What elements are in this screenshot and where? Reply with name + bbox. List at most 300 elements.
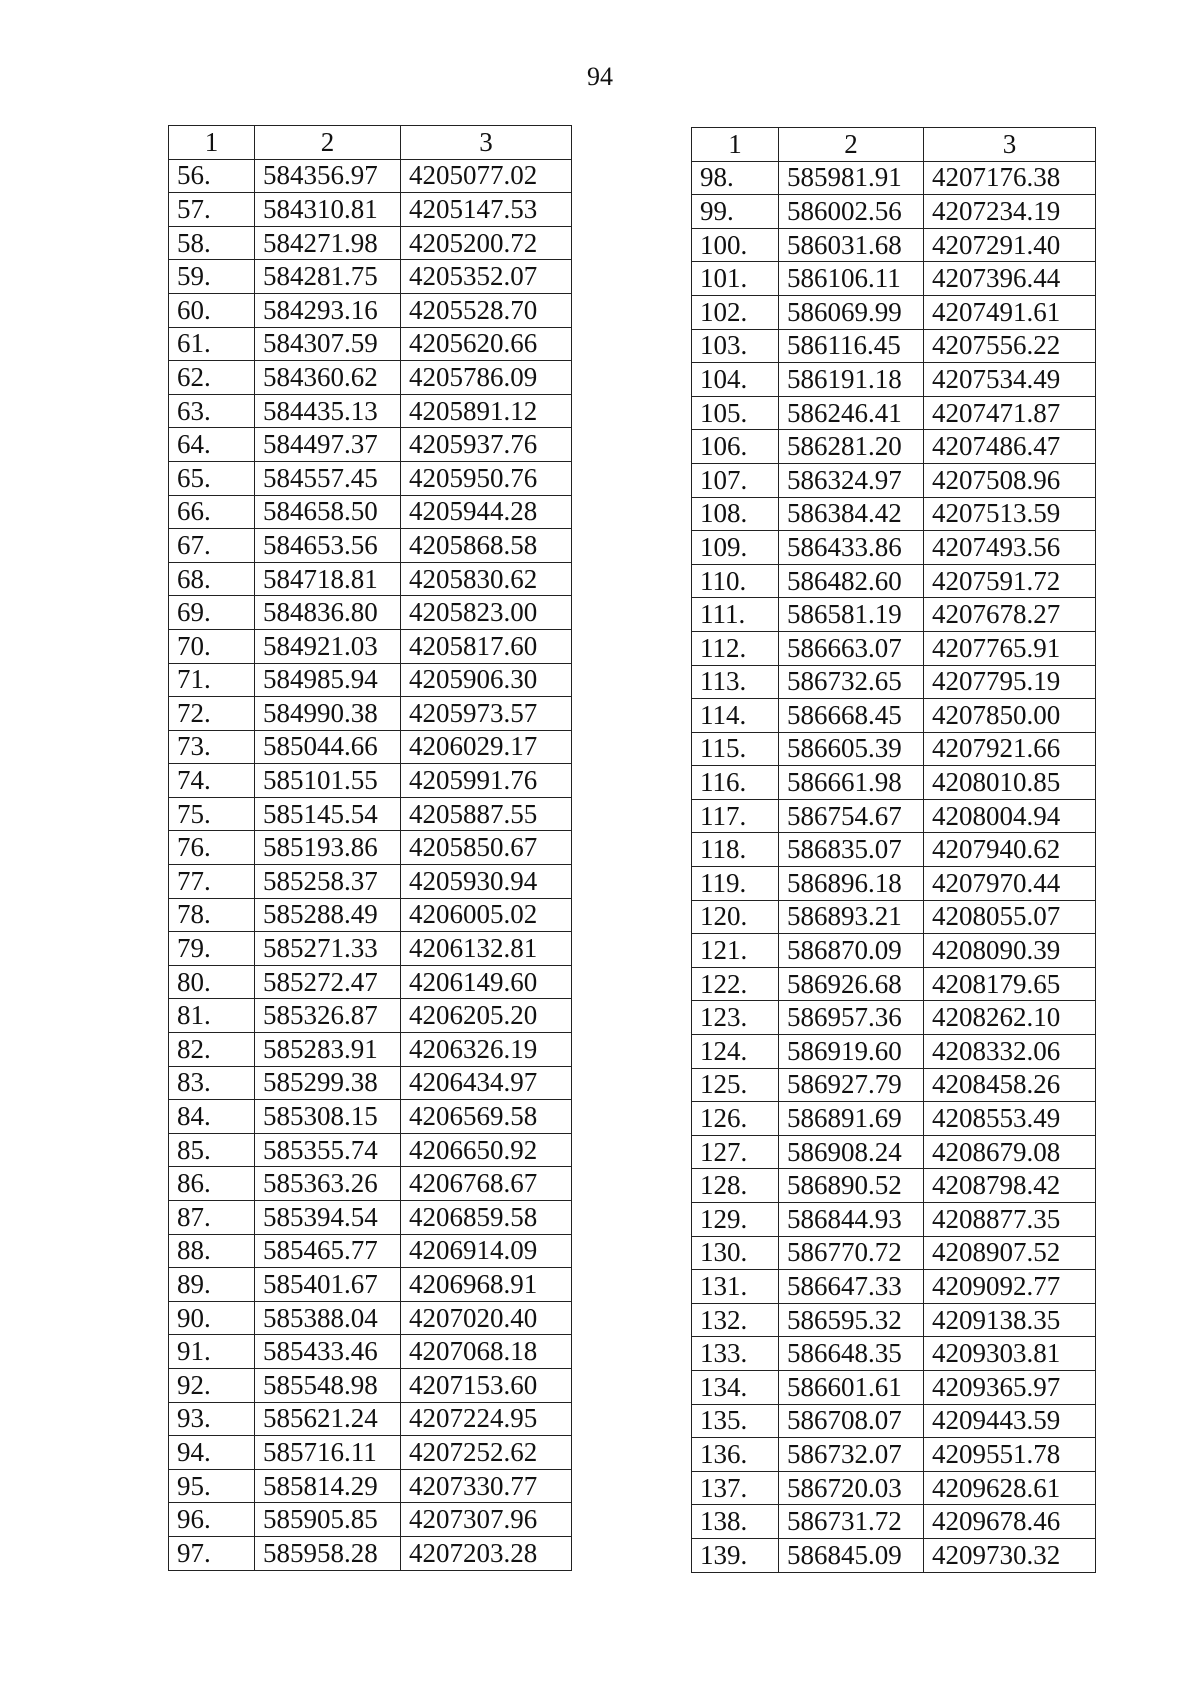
table-row bbox=[692, 329, 1096, 363]
y-coordinate-cell: 4207513.59 bbox=[924, 497, 1096, 531]
x-coordinate-cell: 586106.11 bbox=[779, 262, 924, 296]
point-number-cell: 74. bbox=[169, 764, 255, 798]
y-coordinate-cell: 4208262.10 bbox=[924, 1001, 1096, 1035]
table-row bbox=[169, 461, 572, 495]
point-number-cell: 105. bbox=[692, 396, 779, 430]
y-coordinate-cell: 4207153.60 bbox=[401, 1368, 572, 1402]
y-coordinate-cell: 4207203.28 bbox=[401, 1536, 572, 1570]
coordinates-table-left bbox=[168, 125, 572, 1571]
y-coordinate-cell: 4205891.12 bbox=[401, 394, 572, 428]
x-coordinate-cell: 586835.07 bbox=[779, 833, 924, 867]
point-number-cell: 85. bbox=[169, 1133, 255, 1167]
table-row bbox=[169, 1436, 572, 1470]
table-row bbox=[692, 665, 1096, 699]
x-coordinate-cell: 585145.54 bbox=[255, 797, 401, 831]
table-row bbox=[692, 1505, 1096, 1539]
table-header-row bbox=[169, 126, 572, 160]
y-coordinate-cell: 4205973.57 bbox=[401, 697, 572, 731]
point-number-cell: 90. bbox=[169, 1301, 255, 1335]
x-coordinate-cell: 585326.87 bbox=[255, 999, 401, 1033]
column-header-3: 3 bbox=[401, 126, 572, 160]
point-number-cell: 129. bbox=[692, 1203, 779, 1237]
x-coordinate-cell: 585433.46 bbox=[255, 1335, 401, 1369]
x-coordinate-cell: 585271.33 bbox=[255, 932, 401, 966]
x-coordinate-cell: 585394.54 bbox=[255, 1201, 401, 1235]
table-row bbox=[692, 531, 1096, 565]
table-row bbox=[692, 396, 1096, 430]
x-coordinate-cell: 586870.09 bbox=[779, 934, 924, 968]
point-number-cell: 96. bbox=[169, 1503, 255, 1537]
x-coordinate-cell: 586191.18 bbox=[779, 363, 924, 397]
y-coordinate-cell: 4206149.60 bbox=[401, 965, 572, 999]
point-number-cell: 83. bbox=[169, 1066, 255, 1100]
table-row bbox=[692, 1102, 1096, 1136]
point-number-cell: 110. bbox=[692, 564, 779, 598]
table-row bbox=[169, 159, 572, 193]
column-header-1: 1 bbox=[169, 126, 255, 160]
table-row bbox=[169, 865, 572, 899]
point-number-cell: 111. bbox=[692, 598, 779, 632]
table-row bbox=[169, 1033, 572, 1067]
x-coordinate-cell: 585101.55 bbox=[255, 764, 401, 798]
point-number-cell: 136. bbox=[692, 1438, 779, 1472]
table-row bbox=[169, 629, 572, 663]
point-number-cell: 119. bbox=[692, 867, 779, 901]
point-number-cell: 61. bbox=[169, 327, 255, 361]
y-coordinate-cell: 4205944.28 bbox=[401, 495, 572, 529]
point-number-cell: 120. bbox=[692, 900, 779, 934]
y-coordinate-cell: 4209138.35 bbox=[924, 1303, 1096, 1337]
table-row bbox=[169, 327, 572, 361]
point-number-cell: 57. bbox=[169, 193, 255, 227]
y-coordinate-cell: 4207471.87 bbox=[924, 396, 1096, 430]
table-row bbox=[169, 999, 572, 1033]
x-coordinate-cell: 584921.03 bbox=[255, 629, 401, 663]
y-coordinate-cell: 4205528.70 bbox=[401, 293, 572, 327]
x-coordinate-cell: 586648.35 bbox=[779, 1337, 924, 1371]
y-coordinate-cell: 4207486.47 bbox=[924, 430, 1096, 464]
point-number-cell: 112. bbox=[692, 631, 779, 665]
point-number-cell: 109. bbox=[692, 531, 779, 565]
column-header-2: 2 bbox=[779, 128, 924, 162]
x-coordinate-cell: 586731.72 bbox=[779, 1505, 924, 1539]
x-coordinate-cell: 586384.42 bbox=[779, 497, 924, 531]
table-row bbox=[692, 363, 1096, 397]
table-row bbox=[692, 766, 1096, 800]
y-coordinate-cell: 4207850.00 bbox=[924, 699, 1096, 733]
table-row bbox=[169, 596, 572, 630]
y-coordinate-cell: 4205823.00 bbox=[401, 596, 572, 630]
x-coordinate-cell: 585283.91 bbox=[255, 1033, 401, 1067]
y-coordinate-cell: 4207224.95 bbox=[401, 1402, 572, 1436]
point-number-cell: 81. bbox=[169, 999, 255, 1033]
x-coordinate-cell: 586926.68 bbox=[779, 967, 924, 1001]
point-number-cell: 86. bbox=[169, 1167, 255, 1201]
point-number-cell: 97. bbox=[169, 1536, 255, 1570]
y-coordinate-cell: 4209092.77 bbox=[924, 1270, 1096, 1304]
x-coordinate-cell: 586927.79 bbox=[779, 1068, 924, 1102]
point-number-cell: 103. bbox=[692, 329, 779, 363]
table-row bbox=[692, 1337, 1096, 1371]
table-row bbox=[692, 1471, 1096, 1505]
y-coordinate-cell: 4207307.96 bbox=[401, 1503, 572, 1537]
point-number-cell: 80. bbox=[169, 965, 255, 999]
table-row bbox=[692, 1370, 1096, 1404]
x-coordinate-cell: 585288.49 bbox=[255, 898, 401, 932]
x-coordinate-cell: 584557.45 bbox=[255, 461, 401, 495]
x-coordinate-cell: 584360.62 bbox=[255, 361, 401, 395]
x-coordinate-cell: 586754.67 bbox=[779, 799, 924, 833]
point-number-cell: 91. bbox=[169, 1335, 255, 1369]
x-coordinate-cell: 586482.60 bbox=[779, 564, 924, 598]
y-coordinate-cell: 4208798.42 bbox=[924, 1169, 1096, 1203]
y-coordinate-cell: 4205620.66 bbox=[401, 327, 572, 361]
table-row bbox=[169, 797, 572, 831]
y-coordinate-cell: 4208907.52 bbox=[924, 1236, 1096, 1270]
table-row bbox=[692, 195, 1096, 229]
y-coordinate-cell: 4205991.76 bbox=[401, 764, 572, 798]
table-row bbox=[169, 1335, 572, 1369]
y-coordinate-cell: 4205850.67 bbox=[401, 831, 572, 865]
table-row bbox=[692, 161, 1096, 195]
y-coordinate-cell: 4205937.76 bbox=[401, 428, 572, 462]
table-row bbox=[169, 1133, 572, 1167]
table-row bbox=[169, 764, 572, 798]
table-row bbox=[692, 1538, 1096, 1572]
point-number-cell: 89. bbox=[169, 1268, 255, 1302]
point-number-cell: 135. bbox=[692, 1404, 779, 1438]
y-coordinate-cell: 4209443.59 bbox=[924, 1404, 1096, 1438]
y-coordinate-cell: 4209678.46 bbox=[924, 1505, 1096, 1539]
x-coordinate-cell: 585363.26 bbox=[255, 1167, 401, 1201]
y-coordinate-cell: 4209551.78 bbox=[924, 1438, 1096, 1472]
table-row bbox=[169, 1234, 572, 1268]
x-coordinate-cell: 586069.99 bbox=[779, 295, 924, 329]
y-coordinate-cell: 4207970.44 bbox=[924, 867, 1096, 901]
point-number-cell: 107. bbox=[692, 463, 779, 497]
table-row bbox=[692, 900, 1096, 934]
point-number-cell: 73. bbox=[169, 730, 255, 764]
point-number-cell: 131. bbox=[692, 1270, 779, 1304]
table-row bbox=[692, 430, 1096, 464]
point-number-cell: 75. bbox=[169, 797, 255, 831]
point-number-cell: 64. bbox=[169, 428, 255, 462]
point-number-cell: 118. bbox=[692, 833, 779, 867]
table-row bbox=[169, 1402, 572, 1436]
table-row bbox=[692, 1035, 1096, 1069]
table-row bbox=[692, 799, 1096, 833]
point-number-cell: 106. bbox=[692, 430, 779, 464]
column-header-1: 1 bbox=[692, 128, 779, 162]
x-coordinate-cell: 586116.45 bbox=[779, 329, 924, 363]
point-number-cell: 137. bbox=[692, 1471, 779, 1505]
point-number-cell: 138. bbox=[692, 1505, 779, 1539]
x-coordinate-cell: 585272.47 bbox=[255, 965, 401, 999]
table-row bbox=[692, 1236, 1096, 1270]
table-row bbox=[692, 1270, 1096, 1304]
x-coordinate-cell: 585958.28 bbox=[255, 1536, 401, 1570]
table-row bbox=[169, 1268, 572, 1302]
x-coordinate-cell: 585981.91 bbox=[779, 161, 924, 195]
x-coordinate-cell: 585548.98 bbox=[255, 1368, 401, 1402]
y-coordinate-cell: 4207396.44 bbox=[924, 262, 1096, 296]
table-row bbox=[169, 495, 572, 529]
point-number-cell: 101. bbox=[692, 262, 779, 296]
y-coordinate-cell: 4207795.19 bbox=[924, 665, 1096, 699]
y-coordinate-cell: 4206029.17 bbox=[401, 730, 572, 764]
point-number-cell: 56. bbox=[169, 159, 255, 193]
table-row bbox=[692, 497, 1096, 531]
y-coordinate-cell: 4206005.02 bbox=[401, 898, 572, 932]
point-number-cell: 66. bbox=[169, 495, 255, 529]
point-number-cell: 99. bbox=[692, 195, 779, 229]
y-coordinate-cell: 4208332.06 bbox=[924, 1035, 1096, 1069]
y-coordinate-cell: 4208458.26 bbox=[924, 1068, 1096, 1102]
y-coordinate-cell: 4208877.35 bbox=[924, 1203, 1096, 1237]
table-row bbox=[692, 295, 1096, 329]
y-coordinate-cell: 4205786.09 bbox=[401, 361, 572, 395]
table-row bbox=[692, 867, 1096, 901]
x-coordinate-cell: 585621.24 bbox=[255, 1402, 401, 1436]
x-coordinate-cell: 584990.38 bbox=[255, 697, 401, 731]
point-number-cell: 95. bbox=[169, 1469, 255, 1503]
table-row bbox=[692, 1169, 1096, 1203]
y-coordinate-cell: 4207068.18 bbox=[401, 1335, 572, 1369]
table-row bbox=[692, 1135, 1096, 1169]
y-coordinate-cell: 4208010.85 bbox=[924, 766, 1096, 800]
x-coordinate-cell: 586595.32 bbox=[779, 1303, 924, 1337]
y-coordinate-cell: 4206968.91 bbox=[401, 1268, 572, 1302]
y-coordinate-cell: 4206650.92 bbox=[401, 1133, 572, 1167]
y-coordinate-cell: 4206768.67 bbox=[401, 1167, 572, 1201]
point-number-cell: 121. bbox=[692, 934, 779, 968]
x-coordinate-cell: 586647.33 bbox=[779, 1270, 924, 1304]
table-row bbox=[692, 1068, 1096, 1102]
point-number-cell: 130. bbox=[692, 1236, 779, 1270]
point-number-cell: 98. bbox=[692, 161, 779, 195]
point-number-cell: 139. bbox=[692, 1538, 779, 1572]
table-row bbox=[169, 898, 572, 932]
x-coordinate-cell: 586732.65 bbox=[779, 665, 924, 699]
point-number-cell: 124. bbox=[692, 1035, 779, 1069]
table-row bbox=[169, 428, 572, 462]
table-row bbox=[169, 193, 572, 227]
y-coordinate-cell: 4205830.62 bbox=[401, 562, 572, 596]
point-number-cell: 134. bbox=[692, 1370, 779, 1404]
y-coordinate-cell: 4205147.53 bbox=[401, 193, 572, 227]
x-coordinate-cell: 586601.61 bbox=[779, 1370, 924, 1404]
table-row bbox=[169, 529, 572, 563]
x-coordinate-cell: 585193.86 bbox=[255, 831, 401, 865]
y-coordinate-cell: 4208179.65 bbox=[924, 967, 1096, 1001]
table-row bbox=[169, 562, 572, 596]
x-coordinate-cell: 586893.21 bbox=[779, 900, 924, 934]
y-coordinate-cell: 4205200.72 bbox=[401, 226, 572, 260]
x-coordinate-cell: 586031.68 bbox=[779, 228, 924, 262]
table-row bbox=[169, 226, 572, 260]
table-row bbox=[169, 293, 572, 327]
y-coordinate-cell: 4208004.94 bbox=[924, 799, 1096, 833]
x-coordinate-cell: 586770.72 bbox=[779, 1236, 924, 1270]
table-row bbox=[169, 361, 572, 395]
x-coordinate-cell: 586919.60 bbox=[779, 1035, 924, 1069]
x-coordinate-cell: 584718.81 bbox=[255, 562, 401, 596]
x-coordinate-cell: 584658.50 bbox=[255, 495, 401, 529]
point-number-cell: 93. bbox=[169, 1402, 255, 1436]
table-row bbox=[692, 1203, 1096, 1237]
y-coordinate-cell: 4207493.56 bbox=[924, 531, 1096, 565]
table-row bbox=[169, 1066, 572, 1100]
point-number-cell: 79. bbox=[169, 932, 255, 966]
x-coordinate-cell: 586324.97 bbox=[779, 463, 924, 497]
point-number-cell: 132. bbox=[692, 1303, 779, 1337]
point-number-cell: 78. bbox=[169, 898, 255, 932]
y-coordinate-cell: 4207330.77 bbox=[401, 1469, 572, 1503]
y-coordinate-cell: 4205906.30 bbox=[401, 663, 572, 697]
table-row bbox=[692, 564, 1096, 598]
point-number-cell: 63. bbox=[169, 394, 255, 428]
x-coordinate-cell: 584307.59 bbox=[255, 327, 401, 361]
x-coordinate-cell: 584271.98 bbox=[255, 226, 401, 260]
point-number-cell: 92. bbox=[169, 1368, 255, 1402]
y-coordinate-cell: 4207591.72 bbox=[924, 564, 1096, 598]
table-row bbox=[169, 1368, 572, 1402]
table-row bbox=[692, 833, 1096, 867]
x-coordinate-cell: 585465.77 bbox=[255, 1234, 401, 1268]
table-header-row bbox=[692, 128, 1096, 162]
y-coordinate-cell: 4208679.08 bbox=[924, 1135, 1096, 1169]
table-row bbox=[692, 967, 1096, 1001]
table-row bbox=[169, 1201, 572, 1235]
x-coordinate-cell: 585299.38 bbox=[255, 1066, 401, 1100]
coordinates-table-right bbox=[691, 127, 1096, 1573]
point-number-cell: 62. bbox=[169, 361, 255, 395]
point-number-cell: 128. bbox=[692, 1169, 779, 1203]
y-coordinate-cell: 4207940.62 bbox=[924, 833, 1096, 867]
point-number-cell: 82. bbox=[169, 1033, 255, 1067]
y-coordinate-cell: 4207556.22 bbox=[924, 329, 1096, 363]
column-header-2: 2 bbox=[255, 126, 401, 160]
table-row bbox=[692, 463, 1096, 497]
point-number-cell: 117. bbox=[692, 799, 779, 833]
x-coordinate-cell: 585355.74 bbox=[255, 1133, 401, 1167]
x-coordinate-cell: 586668.45 bbox=[779, 699, 924, 733]
y-coordinate-cell: 4207020.40 bbox=[401, 1301, 572, 1335]
y-coordinate-cell: 4205887.55 bbox=[401, 797, 572, 831]
table-row bbox=[169, 1100, 572, 1134]
y-coordinate-cell: 4205352.07 bbox=[401, 260, 572, 294]
x-coordinate-cell: 584293.16 bbox=[255, 293, 401, 327]
table-row bbox=[692, 598, 1096, 632]
y-coordinate-cell: 4208090.39 bbox=[924, 934, 1096, 968]
point-number-cell: 70. bbox=[169, 629, 255, 663]
x-coordinate-cell: 586845.09 bbox=[779, 1538, 924, 1572]
y-coordinate-cell: 4207491.61 bbox=[924, 295, 1096, 329]
y-coordinate-cell: 4206434.97 bbox=[401, 1066, 572, 1100]
x-coordinate-cell: 584985.94 bbox=[255, 663, 401, 697]
table-row bbox=[169, 932, 572, 966]
table-row bbox=[169, 1503, 572, 1537]
x-coordinate-cell: 586581.19 bbox=[779, 598, 924, 632]
point-number-cell: 102. bbox=[692, 295, 779, 329]
x-coordinate-cell: 585308.15 bbox=[255, 1100, 401, 1134]
y-coordinate-cell: 4207678.27 bbox=[924, 598, 1096, 632]
table-row bbox=[169, 1301, 572, 1335]
x-coordinate-cell: 586957.36 bbox=[779, 1001, 924, 1035]
table-row bbox=[692, 262, 1096, 296]
y-coordinate-cell: 4209628.61 bbox=[924, 1471, 1096, 1505]
x-coordinate-cell: 586002.56 bbox=[779, 195, 924, 229]
y-coordinate-cell: 4208553.49 bbox=[924, 1102, 1096, 1136]
x-coordinate-cell: 586661.98 bbox=[779, 766, 924, 800]
point-number-cell: 67. bbox=[169, 529, 255, 563]
y-coordinate-cell: 4209365.97 bbox=[924, 1370, 1096, 1404]
table-row bbox=[169, 697, 572, 731]
point-number-cell: 115. bbox=[692, 732, 779, 766]
point-number-cell: 68. bbox=[169, 562, 255, 596]
y-coordinate-cell: 4205950.76 bbox=[401, 461, 572, 495]
column-header-3: 3 bbox=[924, 128, 1096, 162]
x-coordinate-cell: 584281.75 bbox=[255, 260, 401, 294]
y-coordinate-cell: 4206859.58 bbox=[401, 1201, 572, 1235]
x-coordinate-cell: 586844.93 bbox=[779, 1203, 924, 1237]
x-coordinate-cell: 586732.07 bbox=[779, 1438, 924, 1472]
table-row bbox=[169, 1469, 572, 1503]
y-coordinate-cell: 4207534.49 bbox=[924, 363, 1096, 397]
y-coordinate-cell: 4207291.40 bbox=[924, 228, 1096, 262]
x-coordinate-cell: 585716.11 bbox=[255, 1436, 401, 1470]
table-row bbox=[169, 260, 572, 294]
x-coordinate-cell: 586891.69 bbox=[779, 1102, 924, 1136]
point-number-cell: 84. bbox=[169, 1100, 255, 1134]
point-number-cell: 71. bbox=[169, 663, 255, 697]
table-row bbox=[692, 934, 1096, 968]
table-row bbox=[692, 1404, 1096, 1438]
table-row bbox=[692, 228, 1096, 262]
x-coordinate-cell: 584310.81 bbox=[255, 193, 401, 227]
table-row bbox=[169, 1536, 572, 1570]
y-coordinate-cell: 4207176.38 bbox=[924, 161, 1096, 195]
table-row bbox=[169, 730, 572, 764]
y-coordinate-cell: 4206326.19 bbox=[401, 1033, 572, 1067]
point-number-cell: 65. bbox=[169, 461, 255, 495]
x-coordinate-cell: 586281.20 bbox=[779, 430, 924, 464]
x-coordinate-cell: 586720.03 bbox=[779, 1471, 924, 1505]
table-row bbox=[692, 699, 1096, 733]
x-coordinate-cell: 586663.07 bbox=[779, 631, 924, 665]
x-coordinate-cell: 586246.41 bbox=[779, 396, 924, 430]
x-coordinate-cell: 585814.29 bbox=[255, 1469, 401, 1503]
x-coordinate-cell: 585401.67 bbox=[255, 1268, 401, 1302]
x-coordinate-cell: 586890.52 bbox=[779, 1169, 924, 1203]
table-row bbox=[692, 1001, 1096, 1035]
y-coordinate-cell: 4206569.58 bbox=[401, 1100, 572, 1134]
point-number-cell: 104. bbox=[692, 363, 779, 397]
y-coordinate-cell: 4205868.58 bbox=[401, 529, 572, 563]
table-row bbox=[169, 831, 572, 865]
table-row bbox=[692, 732, 1096, 766]
table-row bbox=[692, 1303, 1096, 1337]
y-coordinate-cell: 4207234.19 bbox=[924, 195, 1096, 229]
y-coordinate-cell: 4205817.60 bbox=[401, 629, 572, 663]
y-coordinate-cell: 4207508.96 bbox=[924, 463, 1096, 497]
point-number-cell: 114. bbox=[692, 699, 779, 733]
x-coordinate-cell: 586896.18 bbox=[779, 867, 924, 901]
table-row bbox=[169, 394, 572, 428]
x-coordinate-cell: 585388.04 bbox=[255, 1301, 401, 1335]
y-coordinate-cell: 4207252.62 bbox=[401, 1436, 572, 1470]
table-row bbox=[169, 1167, 572, 1201]
